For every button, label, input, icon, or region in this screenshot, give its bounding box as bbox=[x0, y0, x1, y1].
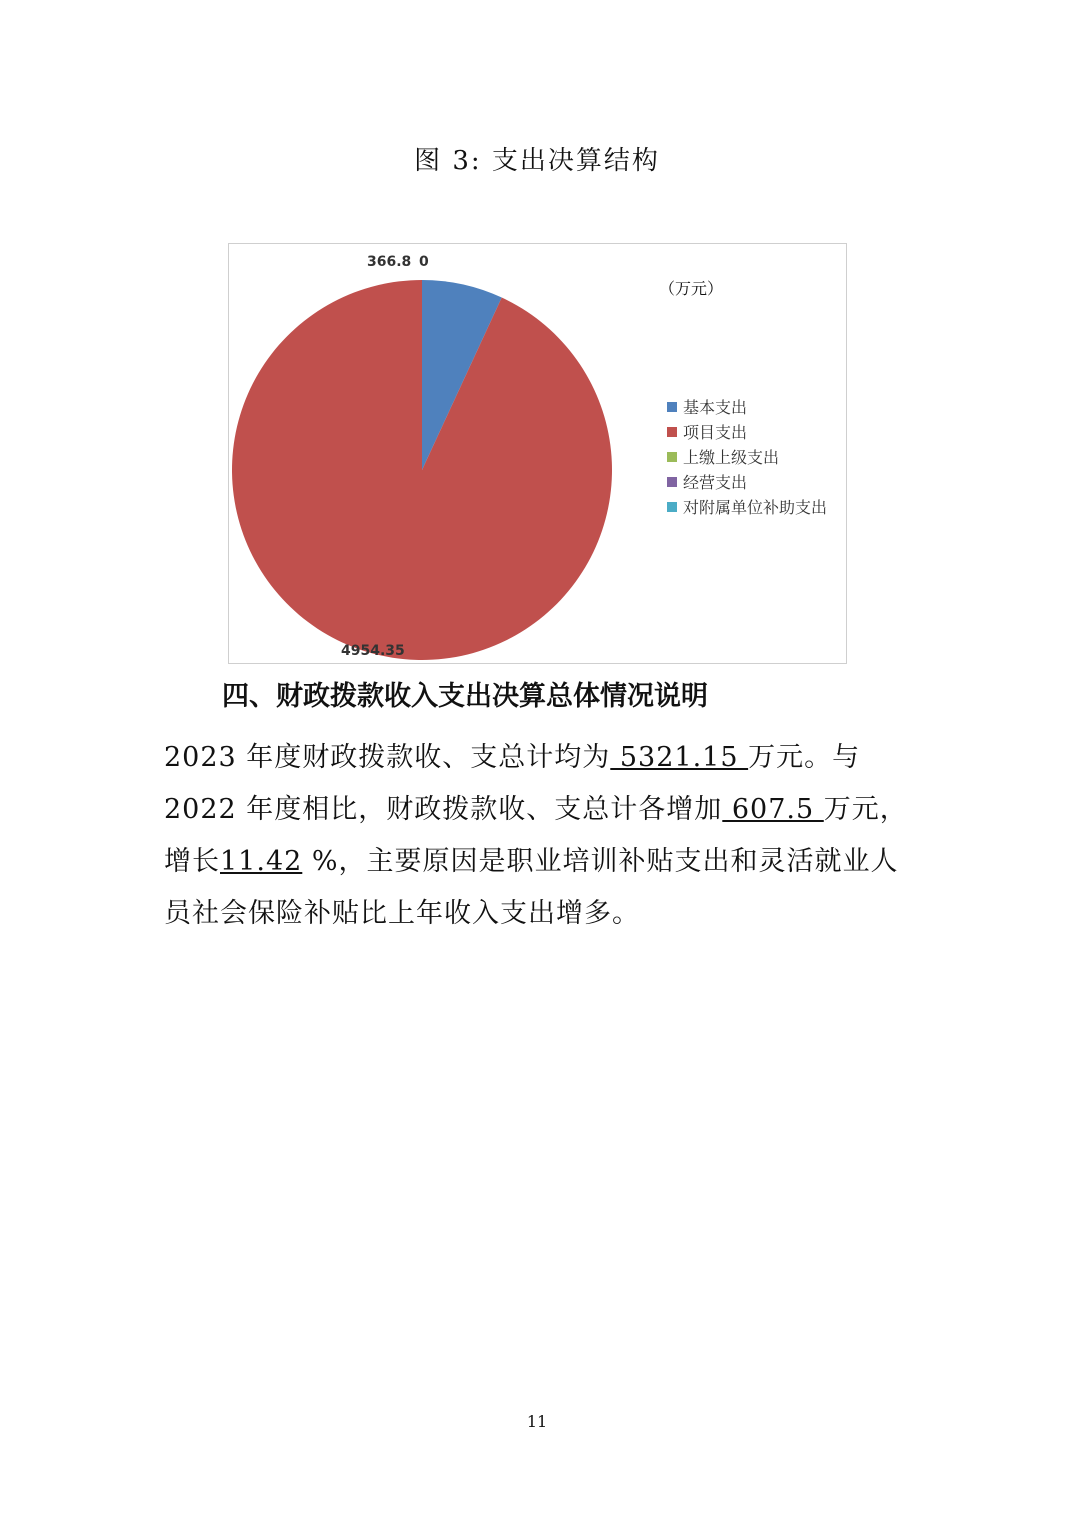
page-number: 11 bbox=[526, 1412, 548, 1431]
growth-rate-value: 11.42 bbox=[220, 846, 303, 877]
legend-item bbox=[667, 494, 827, 519]
legend-swatch bbox=[667, 427, 677, 437]
text-part-3: 万元，增长 bbox=[164, 794, 908, 877]
legend-label: 经营支出 bbox=[683, 473, 748, 492]
legend-label: 上缴上级支出 bbox=[683, 448, 780, 467]
legend-item bbox=[667, 469, 827, 494]
legend-item bbox=[667, 394, 827, 419]
text-part-1: 2023 年度财政拨款收、支总计均为 bbox=[164, 742, 611, 773]
pie-chart bbox=[228, 243, 847, 664]
data-label-project: 4954.35 bbox=[341, 643, 405, 659]
legend-label: 基本支出 bbox=[683, 398, 748, 417]
data-label-basic: 366.8 bbox=[367, 254, 412, 270]
legend-item bbox=[667, 419, 827, 444]
chart-legend bbox=[667, 394, 827, 519]
text-part-2: 万元。与2022 年度相比，财政拨款收、支总计各增加 bbox=[164, 742, 861, 825]
legend-swatch bbox=[667, 452, 677, 462]
legend-swatch bbox=[667, 502, 677, 512]
unit-label: （万元） bbox=[659, 279, 724, 298]
total-amount-value: 5321.15 bbox=[610, 742, 749, 773]
increase-amount-value: 607.5 bbox=[722, 794, 824, 825]
body-paragraph bbox=[164, 732, 914, 940]
legend-item bbox=[667, 444, 827, 469]
legend-swatch bbox=[667, 477, 677, 487]
legend-label: 项目支出 bbox=[683, 423, 748, 442]
legend-swatch bbox=[667, 402, 677, 412]
data-label-zero: 0 bbox=[419, 254, 429, 270]
figure-caption: 图 3: 支出决算结构 bbox=[414, 146, 660, 176]
text-part-4: %，主要原因是职业培训补贴支出和灵活就业人员社会保险补贴比上年收入支出增多。 bbox=[164, 846, 899, 929]
section-heading: 四、财政拨款收入支出决算总体情况说明 bbox=[222, 681, 708, 712]
legend-label: 对附属单位补助支出 bbox=[683, 498, 828, 517]
pie-slice-2 bbox=[232, 280, 612, 660]
